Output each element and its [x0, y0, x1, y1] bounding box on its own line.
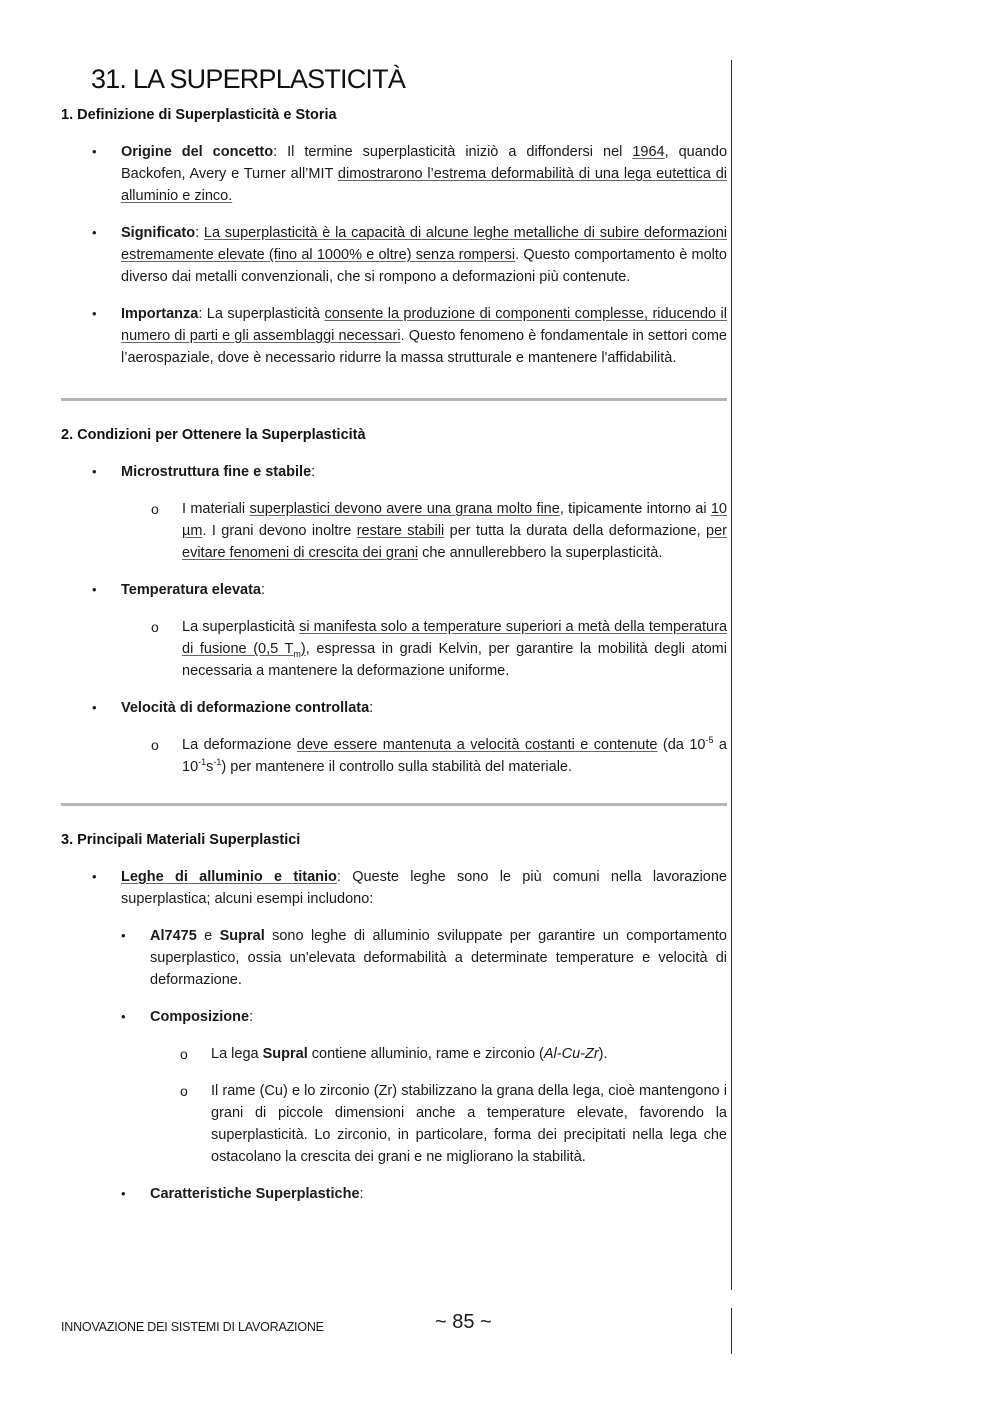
paragraph: La lega Supral contiene alluminio, rame e zirconio (Al-Cu-Zr).: [211, 1046, 608, 1062]
paragraph: I materiali superplastici devono avere una grana molto fine, tipicamente intorno ai 10 µm. I grani devono inoltre restare stabili per tutta la durata della deformazione, per evitare fenomeni di crescita dei grani che annullerebbero la superplasticità.: [182, 501, 727, 561]
bullet-dot: •: [92, 144, 97, 159]
section-2-heading: 2. Condizioni per Ottenere la Superplasticità: [61, 427, 366, 443]
page-content: [61, 62, 727, 1220]
bullet-dot: •: [121, 928, 126, 943]
list-item: [121, 1006, 727, 1028]
paragraph: Composizione:: [150, 1009, 254, 1025]
footer-margin-rule: [731, 1308, 732, 1354]
list-item: [92, 303, 727, 369]
page-title: 31. LA SUPERPLASTICITÀ: [91, 64, 406, 94]
bullet-dot: •: [92, 306, 97, 321]
bullet-dot: •: [92, 225, 97, 240]
bullet-dot: •: [92, 582, 97, 597]
paragraph: Il rame (Cu) e lo zirconio (Zr) stabilizzano la grana della lega, cioè mantengono i grani di piccole dimensioni anche a temperature elevate, favorendo la superplasticità. Lo zirconio, in particolare, forma dei precipitati nella lega che ostacolano la crescita dei grani e ne migliorano la stabilità.: [211, 1083, 727, 1165]
bullet-dot: •: [92, 869, 97, 884]
sub-list-item: [151, 734, 727, 778]
list-item: [92, 697, 727, 719]
paragraph: Origine del concetto: Il termine superplasticità iniziò a diffondersi nel 1964, quando Backofen, Avery e Turner all’MIT dimostrarono l’estrema deformabilità di una lega eutettica di alluminio e zinco.: [121, 144, 728, 204]
paragraph: Importanza: La superplasticità consente la produzione di componenti complesse, riducendo il numero di parti e gli assemblaggi necessari. Questo fenomeno è fondamentale in settori come l’aerospaziale, dove è necessario ridurre la massa strutturale e mantenere l'affidabilità.: [121, 306, 727, 366]
paragraph: Significato: La superplasticità è la capacità di alcune leghe metalliche di subire deformazioni estremamente elevate (fino al 1000% e oltre) senza rompersi. Questo comportamento è molto diverso dai metalli convenzionali, che si rompono a deformazioni più contenute.: [121, 225, 727, 285]
margin-rule: [731, 60, 732, 1290]
bullet-circle: o: [180, 1083, 188, 1099]
paragraph: La superplasticità si manifesta solo a temperature superiori a metà della temperatura di fusione (0,5 $T_m$), espressa in gradi Kelvin, per garantire la mobilità degli atomi necessaria a mantenere la deformazione uniforme.: [182, 619, 728, 679]
section-divider: [61, 398, 727, 401]
list-item: [92, 461, 727, 483]
section-3-heading: 3. Principali Materiali Superplastici: [61, 832, 301, 848]
paragraph: Al7475 e Supral sono leghe di alluminio sviluppate per garantire un comportamento superplastico, ossia un'elevata deformabilità a determinate temperature e velocità di deformazione.: [150, 928, 727, 988]
list-item: [92, 579, 727, 601]
bullet-circle: o: [151, 619, 159, 635]
paragraph: Temperatura elevata:: [121, 582, 265, 598]
sub-list-item: [151, 616, 728, 682]
list-item: [92, 866, 727, 910]
section-divider: [61, 803, 727, 806]
list-item: [121, 925, 727, 991]
paragraph: Caratteristiche Superplastiche:: [150, 1186, 364, 1202]
page-number: ~ 85 ~: [435, 1311, 492, 1333]
bullet-circle: o: [151, 501, 159, 517]
paragraph: Leghe di alluminio e titanio: Queste leghe sono le più comuni nella lavorazione superplastica; alcuni esempi includono:: [121, 869, 727, 907]
sub-list-item: [180, 1080, 727, 1168]
section-1-heading: 1. Definizione di Superplasticità e Storia: [61, 107, 337, 123]
paragraph: Microstruttura fine e stabile:: [121, 464, 316, 480]
bullet-circle: o: [180, 1046, 188, 1062]
list-item: [92, 141, 728, 207]
bullet-dot: •: [92, 464, 97, 479]
footer-course-name: INNOVAZIONE DEI SISTEMI DI LAVORAZIONE: [61, 1320, 324, 1334]
sub-list-item: [151, 498, 727, 564]
bullet-dot: •: [121, 1186, 126, 1201]
paragraph: Velocità di deformazione controllata:: [121, 700, 374, 716]
list-item: [121, 1183, 727, 1205]
paragraph: La deformazione deve essere mantenuta a velocità costanti e contenute (da $10^{-5}$ a $10^{-1}s^{-1}$) per mantenere il controllo sulla stabilità del materiale.: [182, 735, 727, 775]
bullet-dot: •: [92, 700, 97, 715]
sub-list-item: [180, 1043, 727, 1065]
bullet-dot: •: [121, 1009, 126, 1024]
list-item: [92, 222, 727, 288]
bullet-circle: o: [151, 737, 159, 753]
